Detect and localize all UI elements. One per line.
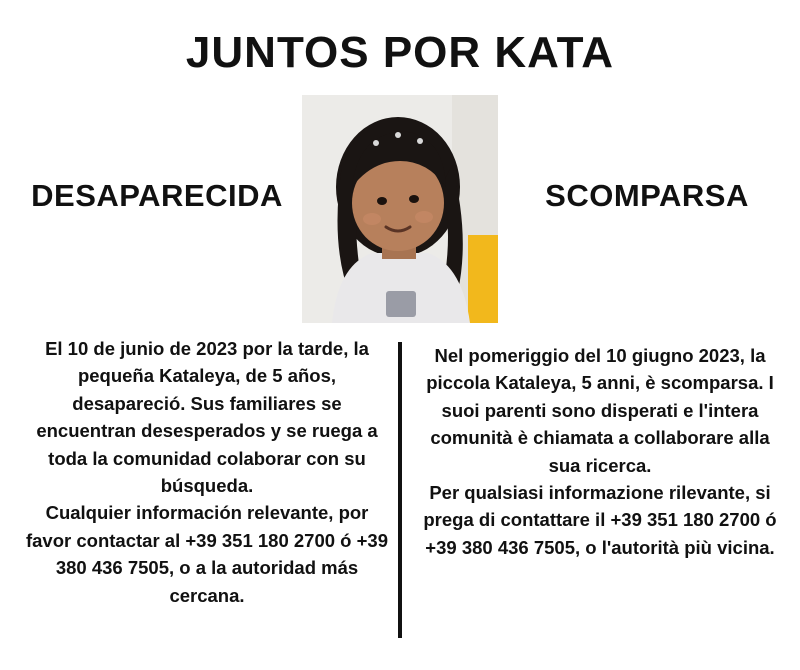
spanish-paragraph-1: El 10 de junio de 2023 por la tarde, la pequeña Kataleya, de 5 años, desapareció. Sus familiares se encuentran desesperados y se ruega a toda la comunidad colaborar con su búsqueda. <box>36 338 378 497</box>
poster-title: JUNTOS POR KATA <box>185 28 615 77</box>
heading-italian: SCOMPARSA <box>545 178 749 213</box>
missing-child-photo <box>302 95 498 323</box>
spanish-notice <box>24 335 390 609</box>
italian-paragraph-2: Per qualsiasi informazione rilevante, si prega di contattare il +39 351 180 2700 ó +39 380 436 7505, o l'autorità più vicina. <box>423 482 777 558</box>
italian-notice <box>414 342 786 561</box>
italian-paragraph-1: Nel pomeriggio del 10 giugno 2023, la piccola Kataleya, 5 anni, è scomparsa. I suoi parenti sono disperati e l'intera comunità è chiamata a collaborare alla sua ricerca. <box>426 345 774 476</box>
spanish-paragraph-2: Cualquier información relevante, por favor contactar al +39 351 180 2700 ó +39 380 436 7505, o a la autoridad más cercana. <box>25 502 388 606</box>
column-divider <box>398 342 402 638</box>
heading-spanish: DESAPARECIDA <box>31 178 283 213</box>
